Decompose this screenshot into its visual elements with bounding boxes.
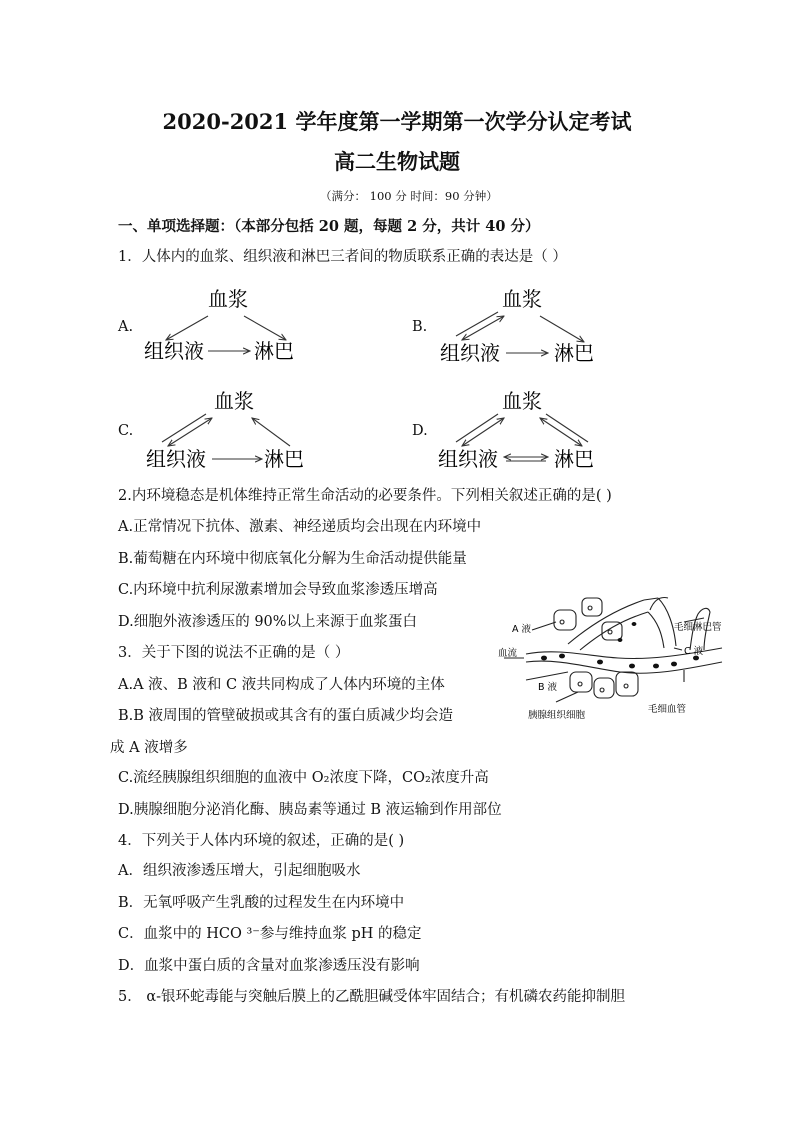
q2-option-d: D.细胞外液渗透压的 90%以上来源于血浆蛋白 — [118, 614, 418, 630]
question-3-stem: 3．关于下图的说法不正确的是（ ） — [118, 645, 350, 661]
q4-option-d: D．血浆中蛋白质的含量对血浆渗透压没有影响 — [118, 958, 420, 974]
q1-option-b-label: B. — [412, 319, 428, 335]
label-a-liquid: A 液 — [512, 624, 532, 635]
node-tissue-fluid: 组织液 — [438, 447, 498, 471]
arrow-lymph-to-plasma — [252, 418, 290, 446]
node-lymph: 淋巴 — [254, 339, 294, 363]
q3-option-b-cont: 成 A 液增多 — [110, 740, 188, 756]
q1-diagram-b — [436, 282, 606, 372]
label-blood-flow: 血流 — [498, 648, 518, 659]
q1-option-c-label: C. — [118, 423, 134, 439]
q3-option-b: B.B 液周围的管壁破损或其含有的蛋白质减少均会造 — [118, 708, 454, 724]
arrow-plasma-tissue-both — [462, 418, 504, 446]
q3-option-c: C.流经胰腺组织细胞的血液中 O₂浓度下降，CO₂浓度升高 — [118, 770, 489, 786]
arrow-plasma-tissue-line2 — [162, 414, 206, 442]
node-lymph: 淋巴 — [554, 447, 594, 471]
blood-cell — [541, 656, 547, 661]
q2-option-c: C.内环境中抗利尿激素增加会导致血浆渗透压增高 — [118, 582, 438, 598]
label-b-liquid: B 液 — [538, 682, 558, 693]
q4-option-c: C．血浆中的 HCO ³⁻参与维持血浆 pH 的稳定 — [118, 926, 422, 942]
exam-title: 2020-2021 学年度第一学期第一次学分认定考试 — [162, 109, 632, 134]
arrow-plasma-lymph-line2 — [546, 414, 588, 442]
arrow-plasma-to-lymph — [244, 316, 286, 340]
exam-subtitle: 高二生物试题 — [334, 149, 460, 174]
node-plasma: 血浆 — [208, 287, 248, 311]
lymph-cell — [618, 638, 623, 642]
q1-option-a-label: A. — [118, 319, 134, 335]
q4-option-a: A．组织液渗透压增大，引起细胞吸水 — [118, 863, 361, 879]
node-plasma: 血浆 — [502, 389, 542, 413]
q1-option-d-label: D. — [412, 423, 428, 439]
lymph-capillary-wall-b — [580, 612, 648, 650]
node-tissue-fluid: 组织液 — [146, 447, 206, 471]
node-lymph: 淋巴 — [264, 447, 304, 471]
arrow-plasma-tissue-both — [168, 418, 212, 446]
q3-tissue-figure — [498, 596, 730, 724]
node-lymph: 淋巴 — [554, 341, 594, 365]
exam-info: （满分： 100 分 时间：90 分钟） — [320, 189, 498, 203]
question-5-stem: 5． α-银环蛇毒能与突触后膜上的乙酰胆碱受体牢固结合；有机磷农药能抑制胆 — [118, 989, 626, 1005]
cell-5 — [594, 678, 614, 698]
label-pancreas-cells: 胰腺组织细胞 — [528, 710, 586, 721]
label-lymph-capillary: 毛细淋巴管 — [674, 622, 722, 633]
cell-1 — [554, 610, 576, 630]
lymph-cell — [632, 622, 637, 626]
question-1-stem: 1．人体内的血浆、组织液和淋巴三者间的物质联系正确的表达是（ ） — [118, 249, 567, 265]
question-4-stem: 4．下列关于人体内环境的叙述，正确的是( ) — [118, 833, 405, 849]
q3-option-d: D.胰腺细胞分泌消化酶、胰岛素等通过 B 液运输到作用部位 — [118, 802, 502, 818]
arrow-plasma-to-lymph — [540, 316, 584, 342]
q1-diagram-a — [140, 282, 310, 372]
arrow-plasma-tissue-line2 — [456, 312, 498, 336]
q4-option-b: B．无氧呼吸产生乳酸的过程发生在内环境中 — [118, 895, 405, 911]
arrow-plasma-lymph-both — [540, 418, 582, 446]
q2-option-a: A.正常情况下抗体、激素、神经递质均会出现在内环境中 — [118, 519, 482, 535]
node-plasma: 血浆 — [214, 389, 254, 413]
blood-cell — [671, 662, 677, 667]
blood-cell — [629, 664, 635, 669]
blood-cell — [653, 664, 659, 669]
section-heading: 一、单项选择题：（本部分包括 20 题，每题 2 分，共计 40 分） — [118, 218, 540, 235]
blood-cell — [559, 654, 565, 659]
blood-capillary-wall-bottom — [526, 661, 722, 673]
q3-option-a: A.A 液、B 液和 C 液共同构成了人体内环境的主体 — [118, 677, 445, 693]
question-2-stem: 2.内环境稳态是机体维持正常生命活动的必要条件。下列相关叙述正确的是( ) — [118, 488, 612, 504]
arrow-plasma-to-tissue — [166, 316, 208, 340]
node-tissue-fluid: 组织液 — [440, 341, 500, 365]
blood-cell — [597, 660, 603, 665]
arrow-plasma-tissue-both — [462, 316, 504, 340]
label-blood-capillary: 毛细血管 — [648, 704, 687, 715]
q1-diagram-c — [140, 384, 310, 474]
node-plasma: 血浆 — [502, 287, 542, 311]
q1-diagram-d — [436, 384, 606, 474]
arrow-plasma-tissue-line2 — [456, 414, 498, 442]
label-c-liquid: C 液 — [684, 646, 704, 657]
q2-option-b: B.葡萄糖在内环境中彻底氧化分解为生命活动提供能量 — [118, 551, 467, 567]
node-tissue-fluid: 组织液 — [144, 339, 204, 363]
